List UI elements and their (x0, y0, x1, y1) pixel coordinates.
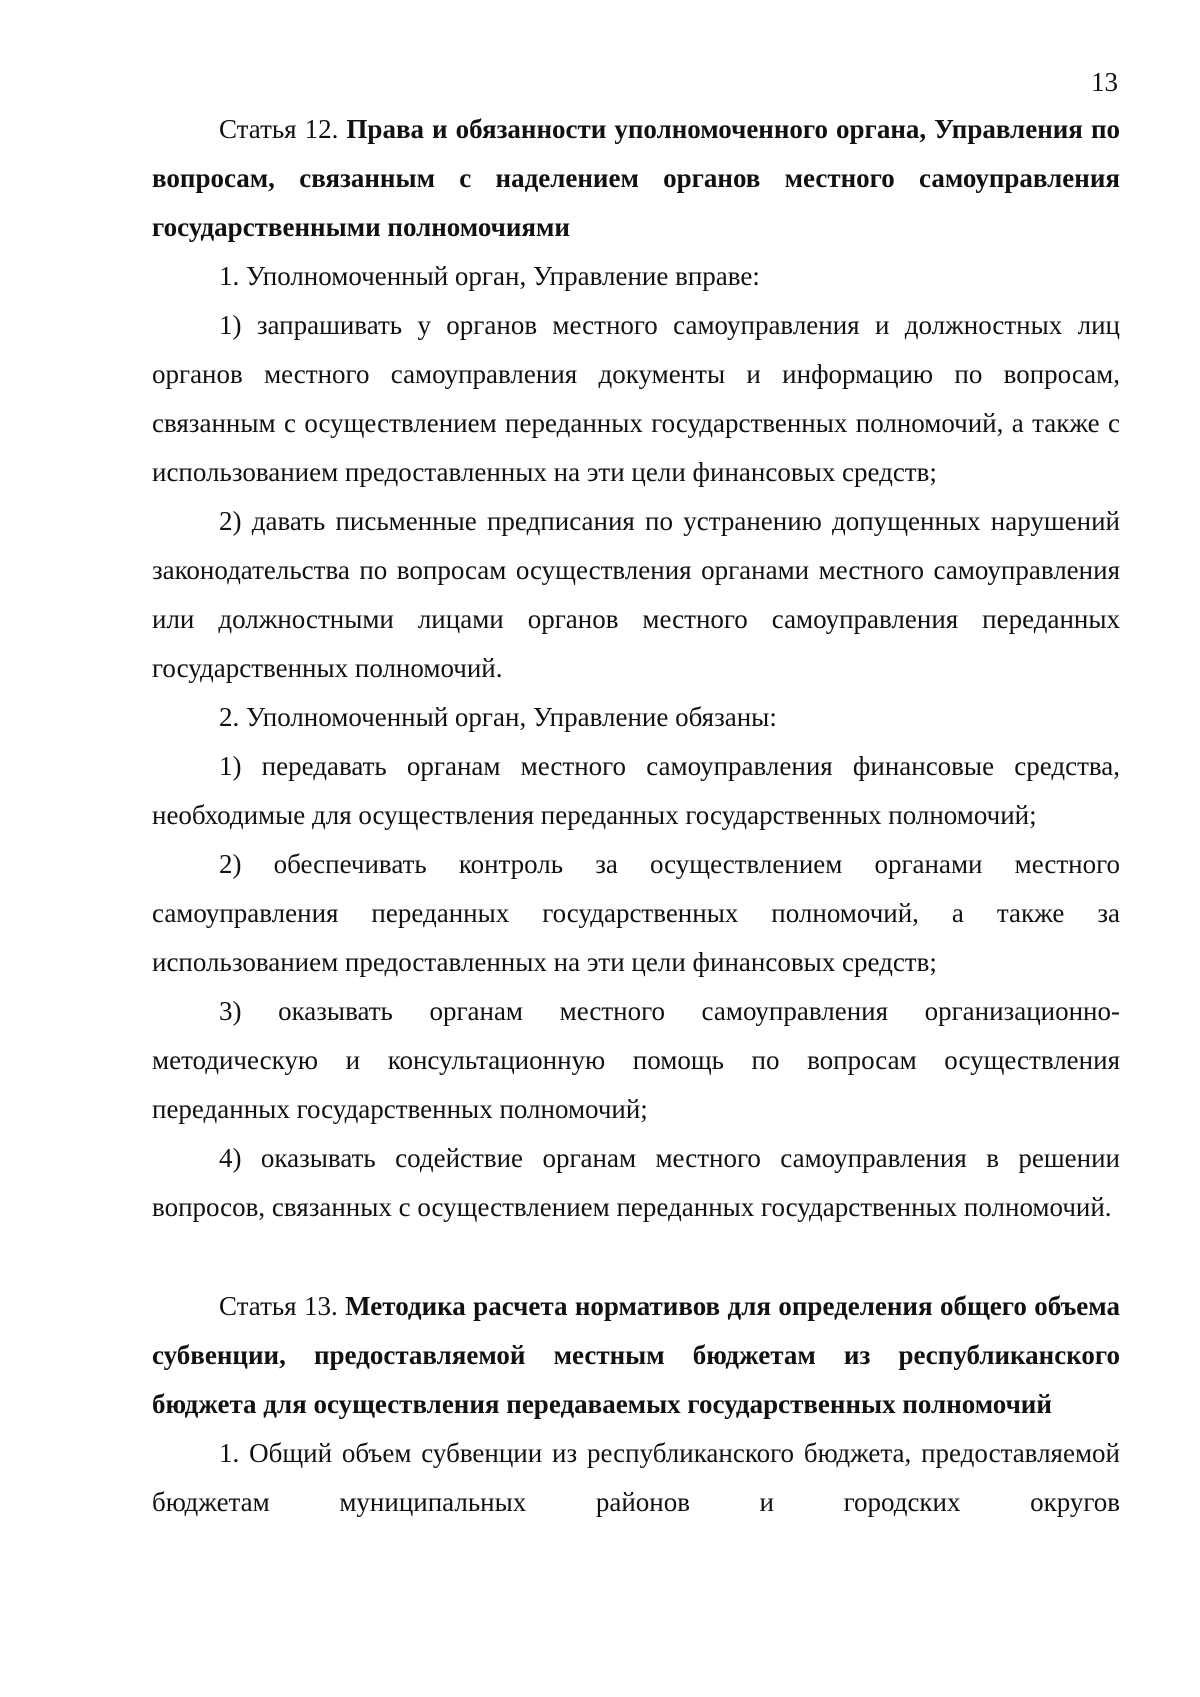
article-13-paragraph: 1. Общий объем субвенции из республиканского бюджета, предоставляемой бюджетам муниципальных районов и городских округов (152, 1438, 1120, 1517)
section-spacer (152, 1232, 1120, 1282)
article-12-paragraph: 1. Уполномоченный орган, Управление вправе: (219, 261, 760, 291)
article-12-paragraph: 1) передавать органам местного самоуправления финансовые средства, необходимые для осуществления переданных государственных полномочий; (152, 751, 1120, 830)
article-12-paragraph: 2. Уполномоченный орган, Управление обязаны: (219, 702, 777, 732)
article-12-paragraph: 1) запрашивать у органов местного самоуправления и должностных лиц органов местного самоуправления документы и информацию по вопросам, связанным с осуществлением переданных государственных полномочий, а также с использованием предоставленных на эти цели финансовых средств; (152, 310, 1120, 487)
article-12-number: Статья 12. (219, 114, 339, 144)
article-12-paragraph: 4) оказывать содействие органам местного самоуправления в решении вопросов, связанных с осуществлением переданных государственных полномочий. (152, 1143, 1120, 1222)
article-12-paragraph: 2) обеспечивать контроль за осуществлением органами местного самоуправления переданных государственных полномочий, а также за использованием предоставленных на эти цели финансовых средств; (152, 849, 1120, 977)
article-12-paragraph: 3) оказывать органам местного самоуправления организационно-методическую и консультационную помощь по вопросам осуществления переданных государственных полномочий; (152, 996, 1120, 1124)
article-12-heading (152, 105, 1120, 252)
article-13-number: Статья 13. (219, 1291, 338, 1321)
article-12-paragraph: 2) давать письменные предписания по устранению допущенных нарушений законодательства по вопросам осуществления органами местного самоуправления или должностными лицами органов местного самоуправления переданных государственных полномочий. (152, 506, 1120, 683)
article-12-title: Права и обязанности уполномоченного органа, Управления по вопросам, связанным с наделением органов местного самоуправления государственными полномочиями (152, 114, 1120, 242)
page-number: 13 (1091, 67, 1118, 97)
article-13-title: Методика расчета нормативов для определения общего объема субвенции, предоставляемой местным бюджетам из республиканского бюджета для осуществления передаваемых государственных полномочий (152, 1291, 1120, 1419)
document-body (152, 105, 1120, 1527)
article-13-heading (152, 1282, 1120, 1429)
